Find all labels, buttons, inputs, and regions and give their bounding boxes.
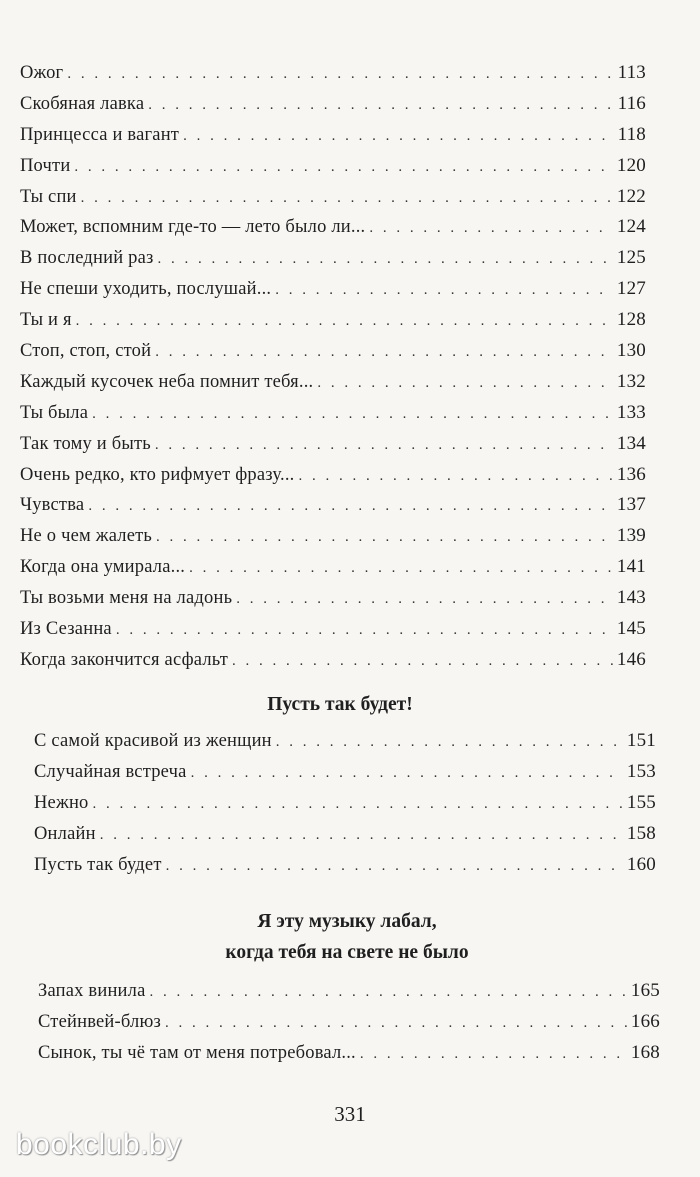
toc-entry-title: Стейнвей-блюз bbox=[38, 1011, 162, 1032]
toc-entry-title: Ожог bbox=[20, 63, 64, 83]
toc-entry-title: Ты была bbox=[20, 402, 89, 423]
dot-leader bbox=[183, 121, 614, 152]
toc-entry bbox=[34, 757, 656, 788]
toc-entry bbox=[20, 58, 646, 89]
toc-entry-page: 141 bbox=[616, 556, 646, 578]
toc-entry-title: Когда она умирала... bbox=[20, 557, 186, 578]
section-heading-3-line-1: Я эту музыку лабал, bbox=[257, 911, 437, 932]
dot-leader bbox=[166, 851, 623, 882]
toc-entry bbox=[38, 976, 660, 1007]
toc-entry-page: 137 bbox=[616, 494, 646, 516]
toc-entry-page: 146 bbox=[616, 648, 646, 670]
toc-entry-page: 132 bbox=[616, 370, 646, 392]
toc-entry-page: 128 bbox=[616, 309, 646, 331]
dot-leader bbox=[150, 977, 627, 1008]
toc-entry bbox=[20, 583, 646, 614]
toc-entry-page: 118 bbox=[617, 123, 646, 145]
toc-entry bbox=[34, 819, 656, 850]
toc-entry bbox=[20, 212, 646, 243]
toc-section-2 bbox=[34, 726, 656, 880]
toc-entry-title: С самой красивой из женщин bbox=[34, 731, 272, 751]
toc-entry bbox=[20, 367, 646, 398]
toc-entry-page: 143 bbox=[616, 587, 646, 609]
toc-entry-title: Онлайн bbox=[34, 823, 96, 844]
dot-leader bbox=[81, 183, 613, 214]
toc-entry-title: В последний раз bbox=[20, 248, 154, 269]
dot-leader bbox=[276, 727, 623, 758]
toc-entry-page: 155 bbox=[626, 791, 656, 813]
toc-entry bbox=[20, 243, 646, 274]
dot-leader bbox=[76, 306, 613, 337]
section-heading-3-line-2: когда тебя на свете не было bbox=[225, 942, 469, 963]
dot-leader bbox=[116, 615, 613, 646]
toc-entry-page: 124 bbox=[616, 216, 646, 238]
toc-entry-title: Ты и я bbox=[20, 310, 72, 331]
toc-entry bbox=[20, 552, 646, 583]
section-heading-2: Пусть так будет! bbox=[267, 694, 413, 715]
dot-leader bbox=[369, 213, 613, 244]
toc-entry-title: Так тому и быть bbox=[20, 433, 151, 454]
toc-entry bbox=[20, 305, 646, 336]
dot-leader bbox=[299, 461, 613, 492]
dot-leader bbox=[360, 1039, 627, 1070]
toc-entry bbox=[20, 182, 646, 213]
toc-entry bbox=[20, 429, 646, 460]
page-number: 331 bbox=[334, 1102, 366, 1126]
toc-entry-page: 158 bbox=[626, 822, 656, 844]
toc-entry-page: 133 bbox=[616, 401, 646, 423]
toc-entry-title: Нежно bbox=[34, 792, 89, 813]
dot-leader bbox=[236, 584, 613, 615]
dot-leader bbox=[165, 1008, 627, 1039]
toc-entry-title: Запах винила bbox=[38, 981, 146, 1001]
toc-entry-page: 113 bbox=[617, 62, 646, 83]
toc-section-1 bbox=[20, 58, 646, 676]
toc-entry bbox=[38, 1038, 660, 1069]
dot-leader bbox=[88, 491, 613, 522]
toc-entry bbox=[20, 336, 646, 367]
toc-entry-page: 130 bbox=[616, 340, 646, 362]
toc-entry-page: 153 bbox=[626, 760, 656, 782]
dot-leader bbox=[156, 522, 613, 553]
toc-entry-title: Скобяная лавка bbox=[20, 93, 145, 114]
toc-entry-title: Принцесса и вагант bbox=[20, 124, 180, 145]
toc-entry-page: 116 bbox=[617, 92, 646, 114]
toc-entry-title: Не о чем жалеть bbox=[20, 526, 153, 547]
toc-entry-page: 168 bbox=[630, 1041, 660, 1063]
toc-entry bbox=[20, 398, 646, 429]
toc-entry-page: 134 bbox=[616, 432, 646, 454]
toc-entry bbox=[20, 89, 646, 120]
toc-entry-title: Сынок, ты чё там от меня потребовал... bbox=[38, 1042, 356, 1063]
toc-entry-page: 151 bbox=[626, 730, 656, 751]
toc-entry bbox=[20, 151, 646, 182]
toc-entry bbox=[20, 645, 646, 676]
dot-leader bbox=[191, 758, 623, 789]
dot-leader bbox=[189, 553, 613, 584]
toc-entry-page: 127 bbox=[616, 278, 646, 300]
toc-entry bbox=[20, 614, 646, 645]
dot-leader bbox=[317, 368, 613, 399]
dot-leader bbox=[155, 430, 613, 461]
toc-entry-page: 145 bbox=[616, 618, 646, 640]
toc-entry bbox=[20, 460, 646, 491]
toc-entry-page: 160 bbox=[626, 853, 656, 875]
dot-leader bbox=[92, 399, 613, 430]
toc-entry-page: 166 bbox=[630, 1010, 660, 1032]
dot-leader bbox=[158, 244, 613, 275]
toc-entry-title: Случайная встреча bbox=[34, 761, 187, 782]
toc-entry bbox=[38, 1007, 660, 1038]
dot-leader bbox=[67, 59, 613, 90]
watermark-logo: bookclub.by bbox=[16, 1128, 182, 1161]
toc-entry bbox=[20, 521, 646, 552]
toc-entry-page: 120 bbox=[616, 154, 646, 176]
toc-entry-title: Ты спи bbox=[20, 186, 77, 207]
toc-entry-page: 165 bbox=[630, 980, 660, 1001]
toc-entry-title: Может, вспомним где-то — лето было ли... bbox=[20, 217, 366, 238]
toc-entry-title: Чувства bbox=[20, 495, 85, 516]
toc-entry-page: 125 bbox=[616, 247, 646, 269]
toc-entry-title: Из Сезанна bbox=[20, 619, 112, 640]
toc-entry-title: Когда закончится асфальт bbox=[20, 649, 229, 670]
toc-entry bbox=[34, 788, 656, 819]
toc-entry-title: Очень редко, кто рифмует фразу... bbox=[20, 464, 295, 485]
dot-leader bbox=[74, 152, 612, 183]
dot-leader bbox=[232, 646, 613, 677]
toc-entry-title: Пусть так будет bbox=[34, 854, 162, 875]
dot-leader bbox=[148, 90, 613, 121]
toc-entry-title: Каждый кусочек неба помнит тебя... bbox=[20, 371, 314, 392]
toc-entry bbox=[20, 274, 646, 305]
toc-entry-page: 136 bbox=[616, 463, 646, 485]
toc-entry-title: Ты возьми меня на ладонь bbox=[20, 588, 233, 609]
toc-entry bbox=[34, 726, 656, 757]
toc-entry-page: 139 bbox=[616, 525, 646, 547]
toc-entry-title: Почти bbox=[20, 155, 71, 176]
toc-section-3 bbox=[38, 976, 660, 1069]
dot-leader bbox=[100, 820, 623, 851]
toc-entry bbox=[20, 490, 646, 521]
toc-entry-title: Стоп, стоп, стой bbox=[20, 341, 152, 362]
toc-entry bbox=[20, 120, 646, 151]
toc-entry-title: Не спеши уходить, послушай... bbox=[20, 279, 272, 300]
dot-leader bbox=[275, 275, 613, 306]
toc-entry-page: 122 bbox=[616, 185, 646, 207]
dot-leader bbox=[155, 337, 613, 368]
toc-entry bbox=[34, 850, 656, 881]
dot-leader bbox=[93, 789, 623, 820]
